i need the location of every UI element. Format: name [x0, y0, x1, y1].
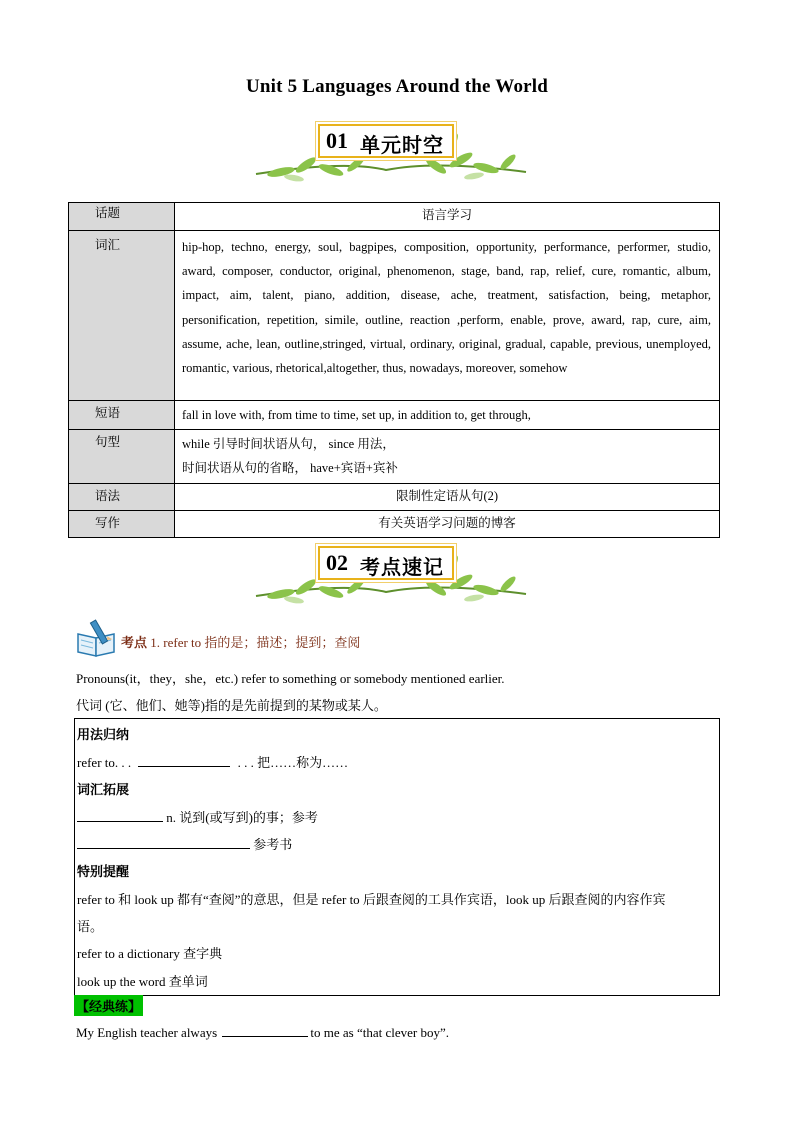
practice-question — [76, 1024, 449, 1041]
answer-blank[interactable] — [222, 1024, 308, 1037]
note-example-1: refer to a dictionary 查字典 — [77, 946, 223, 961]
key-point-text: 1. refer to 指的是；描述；提到；查阅 — [150, 635, 361, 650]
usage-text-a: refer to. . . — [77, 755, 132, 770]
row-content: 限制性定语从句(2) — [175, 484, 720, 511]
pattern-line-1: while 引导时间状语从句， since 用法， — [182, 437, 395, 451]
row-label: 语法 — [69, 484, 175, 511]
vocabulary-list: hip-hop, techno, energy, soul, bagpipes, composition, opportunity, performance, performer, studio, award, composer, conductor, original, phenomenon, stage, band, rap, relief, cure, romantic, album, impact, aim, talent, piano, addition, disease, ache, treatment, satisfaction, being, metaphor, personification, repetition, simile, outline, reaction ,perform, enable, prove, award, rap, cure, aim, assume, ache, lean, outline,stringed, virtual, ordinary, original, gradual, capable, previous, unemployed, romantic, various, rhetorical,altogether, thus, nowadays, moreover, somehow — [175, 231, 720, 401]
note-line-2: 语。 — [77, 919, 104, 934]
table-row — [69, 484, 720, 511]
usage-text-b: . . . 把……称为…… — [237, 755, 349, 770]
note-line-1: refer to 和 look up 都有“查阅”的意思，但是 refer to 后跟查阅的工具作宾语，look up 后跟查阅的内容作宾 — [77, 892, 666, 907]
section-banner-box — [318, 124, 454, 158]
example-chinese: 代词 (它、他们、她等)指的是先前提到的某物或某人。 — [76, 698, 387, 713]
special-note-heading: 特别提醒 — [77, 864, 130, 879]
row-content: 语言学习 — [175, 203, 720, 231]
extension-line-2 — [77, 834, 292, 853]
extension-text-1: n. 说到(或写到)的事；参考 — [166, 810, 318, 825]
practice-tag: 【经典练】 — [74, 995, 143, 1016]
row-content: 有关英语学习问题的博客 — [175, 511, 720, 538]
row-label: 短语 — [69, 401, 175, 430]
extension-line-1 — [77, 807, 318, 826]
table-row — [69, 430, 720, 484]
page-title: Unit 5 Languages Around the World — [245, 76, 549, 97]
pattern-line-2: 时间状语从句的省略， have+宾语+宾补 — [182, 461, 398, 475]
table-row — [69, 511, 720, 538]
extension-text-2: 参考书 — [253, 837, 293, 852]
fill-blank[interactable] — [77, 809, 163, 822]
question-text-a: My English teacher always — [76, 1025, 218, 1040]
fill-blank[interactable] — [138, 754, 230, 767]
phrases-list: fall in love with, from time to time, set up, in addition to, get through, — [175, 401, 720, 430]
section-banner-box — [318, 546, 454, 580]
section-banner-2 — [236, 542, 536, 608]
key-point-prefix: 考点 — [121, 635, 148, 650]
section-banner-1 — [236, 120, 536, 186]
note-example-2: look up the word 查单词 — [77, 974, 208, 989]
usage-line — [77, 752, 348, 771]
section-number: 01 — [326, 128, 348, 153]
usage-box — [74, 718, 720, 996]
section-heading: 单元时空 — [360, 135, 444, 157]
key-point-heading — [121, 632, 360, 651]
section-heading: 考点速记 — [360, 557, 444, 579]
row-label: 话题 — [69, 203, 175, 231]
fill-blank[interactable] — [77, 836, 250, 849]
row-label: 写作 — [69, 511, 175, 538]
vocab-extension-heading: 词汇拓展 — [77, 782, 130, 797]
usage-heading: 用法归纳 — [77, 727, 130, 742]
example-english: Pronouns(it，they，she，etc.) refer to something or somebody mentioned earlier. — [76, 671, 505, 686]
table-row — [69, 401, 720, 430]
section-number: 02 — [326, 550, 348, 575]
sentence-patterns — [175, 430, 720, 484]
unit-overview-table — [68, 202, 720, 538]
table-row — [69, 203, 720, 231]
table-row — [69, 231, 720, 401]
row-label: 词汇 — [69, 231, 175, 401]
row-label: 句型 — [69, 430, 175, 484]
book-pencil-icon — [76, 618, 120, 658]
question-text-b: to me as “that clever boy”. — [310, 1025, 450, 1040]
